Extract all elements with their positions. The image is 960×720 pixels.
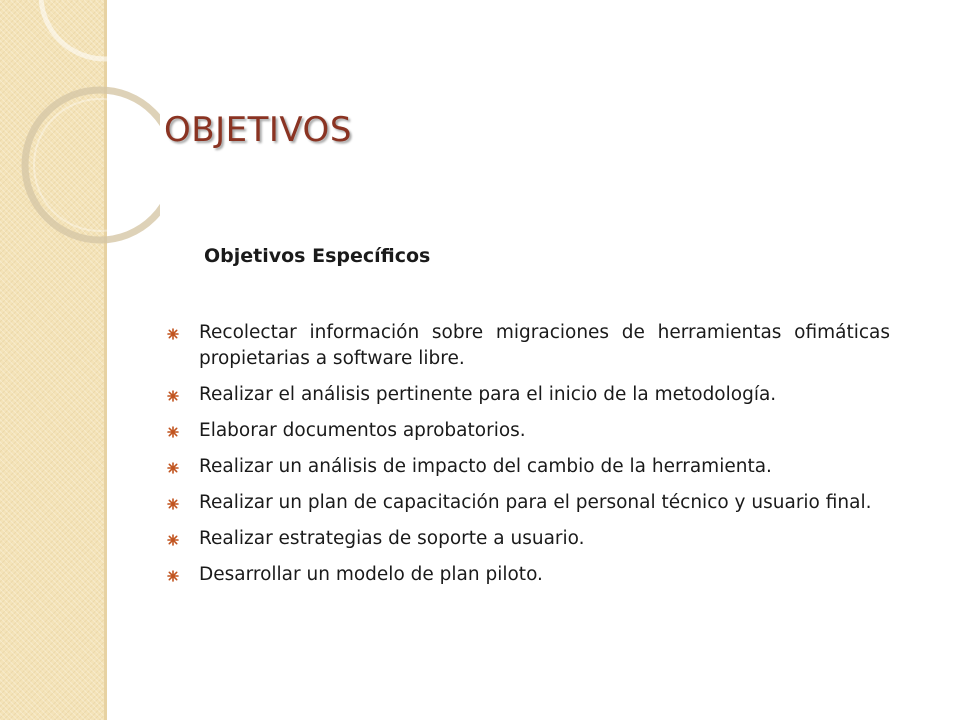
objective-text: Realizar el análisis pertinente para el inicio de la metodología. [199, 384, 777, 405]
asterisk-bullet-icon [167, 390, 179, 402]
list-item [164, 526, 890, 552]
objective-text: Realizar un análisis de impacto del cambio de la herramienta. [199, 456, 772, 477]
objective-text: Realizar estrategias de soporte a usuario. [199, 528, 585, 549]
list-item [164, 562, 890, 588]
slide-subtitle: Objetivos Específicos [204, 245, 431, 267]
asterisk-bullet-icon [167, 328, 179, 340]
list-item [164, 454, 890, 480]
list-item [164, 490, 890, 516]
side-panel-edge [104, 0, 107, 720]
list-item [164, 382, 890, 408]
objective-text: Realizar un plan de capacitación para el personal técnico y usuario final. [199, 492, 872, 513]
asterisk-bullet-icon [167, 498, 179, 510]
list-item [164, 418, 890, 444]
objective-text: Elaborar documentos aprobatorios. [199, 420, 526, 441]
asterisk-bullet-icon [167, 534, 179, 546]
list-item [164, 320, 890, 372]
objectives-list [164, 320, 890, 598]
asterisk-bullet-icon [167, 570, 179, 582]
asterisk-bullet-icon [167, 462, 179, 474]
decorative-side-panel [0, 0, 106, 720]
objective-text: Desarrollar un modelo de plan piloto. [199, 564, 543, 585]
slide-title: OBJETIVOS [164, 110, 352, 150]
asterisk-bullet-icon [167, 426, 179, 438]
objective-text: Recolectar información sobre migraciones de herramientas ofimáticas propietarias a software libre. [199, 322, 890, 369]
